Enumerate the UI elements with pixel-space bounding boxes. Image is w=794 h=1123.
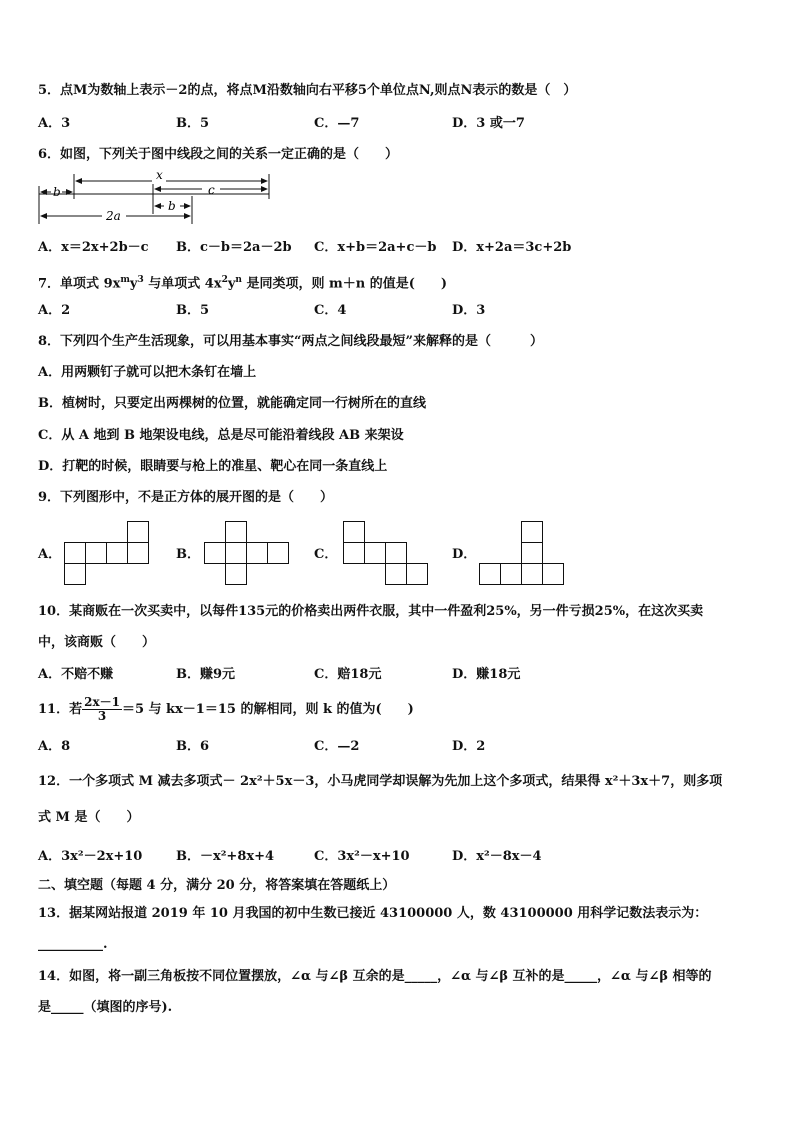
q11-option-b: B．6	[176, 739, 210, 754]
q9-label-a: A．	[38, 547, 62, 562]
q11-stem: 11．若 $\frac{2x-1}{3}$ ＝5 与 kx－1＝15 的解相同，则 k 的值为( )	[38, 695, 414, 723]
q14-stem-line1: 14．如图，将一副三角板按不同位置摆放，∠α 与∠β 互余的是_____，∠α 与∠β 互补的是_____，∠α 与∠β 相等的	[38, 969, 712, 984]
q9-net-c	[343, 521, 429, 586]
q9-net-a	[64, 521, 150, 586]
q11-option-d: D．2	[452, 739, 486, 754]
q12-stem-line2: 式 M 是（ ）	[38, 810, 140, 825]
q5-stem: 5．点M为数轴上表示－2的点，将点M沿数轴向右平移5个单位点N,则点N表示的数是（ ）	[38, 83, 577, 98]
q11-option-a: A．8	[38, 739, 71, 754]
q10-stem-line1: 10．某商贩在一次买卖中，以每件135元的价格卖出两件衣服，其中一件盈利25%，另一件亏损25%，在这次买卖	[38, 604, 704, 619]
q11-fraction: $\frac{2x-1}{3}$	[84, 695, 120, 723]
fig-label-b1: b	[53, 185, 61, 199]
q10-option-d: D．赚18元	[452, 667, 521, 682]
q12-option-b: B．－x²+8x+4	[176, 849, 275, 864]
fig-label-2a: 2a	[106, 209, 121, 223]
q6-stem: 6．如图，下列关于图中线段之间的关系一定正确的是（ ）	[38, 147, 399, 162]
q6-option-a: A．x＝2x+2b－c	[38, 240, 149, 255]
q7-option-a: A．2	[38, 303, 71, 318]
q9-label-d: D．	[452, 547, 477, 562]
q10-option-c: C．赔18元	[314, 667, 382, 682]
q9-stem: 9．下列图形中，不是正方体的展开图的是（ ）	[38, 490, 334, 505]
q8-stem: 8．下列四个生产生活现象，可以用基本事实“两点之间线段最短”来解释的是（ ）	[38, 334, 544, 349]
q9-net-b	[204, 521, 290, 586]
q10-option-a: A．不赔不赚	[38, 667, 114, 682]
q5-option-c: C．—7	[314, 116, 360, 131]
q8-option-c: C．从 A 地到 B 地架设电线，总是尽可能沿着线段 AB 来架设	[38, 428, 404, 443]
q9-label-c: C．	[314, 547, 338, 562]
q5-option-d: D．3 或一7	[452, 116, 525, 131]
q11-option-c: C．—2	[314, 739, 360, 754]
q7-stem: 7．单项式 $9x^my^3$ 与单项式 $4x^2y^n$ 是同类项，则 m＋n 的值是( )	[38, 275, 448, 292]
q6-option-c: C．x+b＝2a+c－b	[314, 240, 437, 255]
q6-option-d: D．x+2a＝3c+2b	[452, 240, 572, 255]
q8-option-b: B．植树时，只要定出两棵树的位置，就能确定同一行树所在的直线	[38, 396, 426, 411]
fig-label-b2: b	[168, 199, 176, 213]
q10-stem-line2: 中，该商贩（ ）	[38, 635, 156, 650]
q7-option-b: B．5	[176, 303, 210, 318]
fig-label-x: x	[156, 168, 163, 182]
q5-option-a: A．3	[38, 116, 71, 131]
q14-stem-line2: 是_____（填图的序号).	[38, 1000, 173, 1015]
q13-stem-line1: 13．据某网站报道 2019 年 10 月我国的初中生数已接近 43100000 人，数 43100000 用科学记数法表示为：	[38, 906, 708, 921]
q10-option-b: B．赚9元	[176, 667, 236, 682]
q12-option-d: D．x²－8x－4	[452, 849, 542, 864]
q5-option-b: B．5	[176, 116, 210, 131]
q9-net-d	[479, 521, 565, 586]
q12-stem-line1: 12．一个多项式 M 减去多项式－ 2x²＋5x－3，小马虎同学却误解为先加上这个多项式，结果得 x²＋3x＋7，则多项	[38, 774, 723, 789]
q6-option-b: B．c－b＝2a－2b	[176, 240, 292, 255]
q6-segment-figure	[34, 166, 279, 228]
q8-option-d: D．打靶的时候，眼睛要与枪上的准星、靶心在同一条直线上	[38, 459, 388, 474]
fig-label-c: c	[208, 183, 215, 197]
q7-option-d: D．3	[452, 303, 486, 318]
section-heading-fill-in: 二、填空题（每题 4 分，满分 20 分，将答案填在答题纸上）	[38, 878, 396, 893]
q8-option-a: A．用两颗钉子就可以把木条钉在墙上	[38, 365, 257, 380]
q13-answer-blank: __________.	[38, 937, 108, 952]
q12-option-a: A．3x²－2x+10	[38, 849, 143, 864]
q12-option-c: C．3x²－x+10	[314, 849, 410, 864]
q9-label-b: B．	[176, 547, 200, 562]
q7-option-c: C．4	[314, 303, 347, 318]
